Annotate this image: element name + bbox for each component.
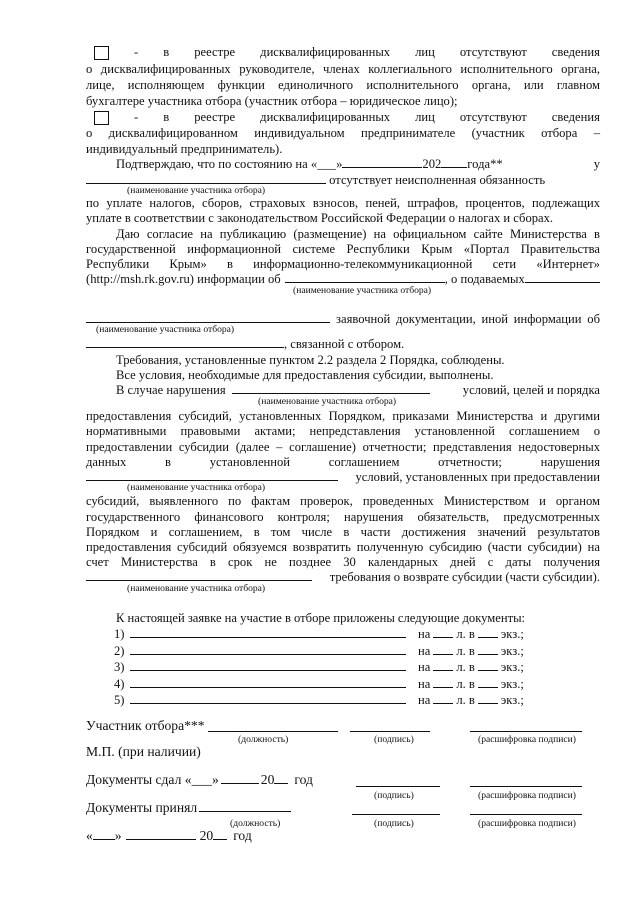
caption-participant-4: (наименование участника отбора): [258, 396, 397, 407]
attachment-row-3: [114, 660, 544, 675]
attachment-num: 3): [114, 660, 125, 674]
attachment-copies-field[interactable]: [478, 644, 498, 655]
caption-decode: (расшифровка подписи): [478, 790, 576, 801]
participant-name-field[interactable]: [86, 173, 326, 184]
word: в: [226, 257, 233, 271]
word: лиц: [415, 45, 435, 59]
attachment-copies: экз.;: [500, 693, 524, 707]
attachment-sheets-field[interactable]: [433, 627, 453, 638]
consent-line-6: [86, 337, 600, 352]
confirm-line-1: [116, 157, 600, 172]
submitted-year-word: год: [294, 772, 313, 787]
accepted-line: [86, 800, 291, 815]
word: Крым»: [169, 257, 207, 271]
attachment-on: на: [418, 627, 431, 641]
consent-line-1: Даю согласие на публикацию (размещение) на официальном сайте Министерства в: [116, 227, 600, 241]
confirm-date-label: Подтверждаю, что по состоянию на «___»: [116, 157, 343, 171]
caption-participant-3: (наименование участника отбора): [96, 324, 235, 335]
attachment-copies: экз.;: [500, 627, 524, 641]
disq-ip-checkbox[interactable]: [94, 111, 109, 125]
caption-sign: (подпись): [374, 734, 414, 745]
accepted-year-word: год: [233, 828, 252, 843]
caption-sign: (подпись): [374, 818, 414, 829]
confirm-year-prefix: 202: [422, 157, 442, 171]
accepted-year-field[interactable]: [213, 829, 227, 840]
disq-entity-line-2: о дисквалифицированных руководителе, членах коллегиального исполнительного органа,: [86, 62, 600, 76]
word: отчетности;: [438, 455, 502, 469]
violation-participant-field[interactable]: [232, 383, 430, 394]
participant-decode-line[interactable]: [470, 731, 582, 732]
consent-related-field[interactable]: [86, 337, 284, 348]
consent-participant-field-2[interactable]: [86, 312, 330, 323]
confirm-at: у: [593, 157, 600, 171]
attachment-name-field[interactable]: [130, 693, 406, 704]
word: отсутствуют: [459, 110, 527, 124]
attachment-copies-field[interactable]: [478, 677, 498, 688]
attachment-row-1: [114, 627, 544, 642]
word: информационно-телекоммуникационной: [253, 257, 473, 271]
attachment-row-2: [114, 644, 544, 659]
accepted-date-line: [86, 828, 252, 843]
attachment-copies: экз.;: [500, 660, 524, 674]
conditions-line: Все условия, необходимые для предоставления субсидии, выполнены.: [116, 368, 494, 382]
attachment-copies: экз.;: [500, 644, 524, 658]
word: «Интернет»: [536, 257, 600, 271]
attachment-row-5: [114, 693, 544, 708]
disq-ip-line-3: индивидуальный предприниматель).: [86, 142, 283, 156]
violation-provision-label: условий, установленных при предоставлении: [355, 470, 600, 484]
consent-participant-field[interactable]: [285, 272, 445, 283]
violation-line-10: предоставления субсидий обязуемся возвратить полученную субсидию (части субсидии) на: [86, 540, 600, 554]
violation-label: В случае нарушения: [116, 383, 226, 397]
attachment-sheets-field[interactable]: [433, 677, 453, 688]
attachment-num: 2): [114, 644, 125, 658]
accepted-day-field[interactable]: [93, 829, 115, 840]
consent-docs-label: заявочной документации, иной информации об: [336, 312, 600, 326]
attachment-row-4: [114, 677, 544, 692]
accepted-sign-line[interactable]: [352, 814, 440, 815]
violation-line-5: [86, 455, 600, 470]
word: сведения: [551, 110, 600, 124]
word: отсутствуют: [459, 45, 527, 59]
submitted-sign-line[interactable]: [356, 786, 440, 787]
word: нарушения: [540, 455, 600, 469]
confirm-line-3: по уплате налогов, сборов, страховых взносов, пеней, штрафов, процентов, подлежащих: [86, 196, 600, 210]
requirements-line: Требования, установленные пунктом 2.2 раздела 2 Порядка, соблюдены.: [116, 353, 505, 367]
word: дисквалифицированных: [260, 45, 391, 59]
attachment-sheets: л. в: [456, 677, 475, 691]
caption-participant-1: (наименование участника отбора): [127, 185, 266, 196]
violation-conditions-label: условий, целей и порядка: [462, 383, 600, 397]
attachment-sheets-field[interactable]: [433, 644, 453, 655]
accepted-position-field[interactable]: [199, 801, 291, 812]
consent-submitted-label: , о подаваемых: [444, 272, 525, 286]
attachment-num: 4): [114, 677, 125, 691]
accepted-month-field[interactable]: [126, 829, 196, 840]
violation-return-label: требования о возврате субсидии (части субсидии).: [329, 570, 600, 584]
attachment-on: на: [418, 693, 431, 707]
attachment-sheets: л. в: [456, 660, 475, 674]
attachment-sheets-field[interactable]: [433, 660, 453, 671]
attachment-sheets: л. в: [456, 627, 475, 641]
attachment-name-field[interactable]: [130, 644, 406, 655]
attachment-copies: экз.;: [500, 677, 524, 691]
submitted-decode-line[interactable]: [470, 786, 582, 787]
disq-entity-line-3: лице, исполняющем функции единоличного исполнительного органа, или главном: [86, 78, 600, 92]
participant-sign-line[interactable]: [350, 731, 430, 732]
word: соглашением: [328, 455, 400, 469]
word: в: [163, 110, 170, 124]
attachment-on: на: [418, 660, 431, 674]
submitted-month-field[interactable]: [221, 773, 259, 784]
violation-line-4: предоставлении субсидии (далее – соглашение) отчетности; представления недостоверных: [86, 440, 600, 454]
accepted-label: Документы принял: [86, 800, 198, 815]
attachment-on: на: [418, 644, 431, 658]
attachment-name-field[interactable]: [130, 660, 406, 671]
word: в: [165, 455, 171, 469]
violation-line-9: Порядком и соглашением, в том числе в части достижения значений результатов: [86, 525, 600, 539]
consent-line-2: государственной информационной системе Республики Крым «Портал Правительства: [86, 242, 600, 256]
attachment-sheets: л. в: [456, 644, 475, 658]
word: данных: [86, 455, 127, 469]
word: дисквалифицированных: [260, 110, 391, 124]
confirm-obligation: отсутствует неисполненная обязанность: [329, 173, 546, 187]
confirm-year-field[interactable]: [441, 157, 467, 168]
word: -: [134, 45, 139, 59]
consent-related-label: , связанной с отбором.: [284, 337, 405, 351]
word: лиц: [415, 110, 435, 124]
submitted-line: [86, 772, 313, 787]
disq-ip-line-1: [86, 110, 600, 125]
consent-submitted-field[interactable]: [525, 272, 600, 283]
attachment-copies-field[interactable]: [478, 627, 498, 638]
word: Республики: [86, 257, 150, 271]
violation-line-3: нормативными правовыми актами; непредставления установленной соглашением о: [86, 424, 600, 438]
caption-position: (должность): [230, 818, 281, 829]
caption-participant-5: (наименование участника отбора): [127, 482, 266, 493]
stamp-label: М.П. (при наличии): [86, 744, 201, 759]
caption-decode: (расшифровка подписи): [478, 818, 576, 829]
disq-ip-line-2: о дисквалифицированном индивидуальном предпринимателе (участник отбора –: [86, 126, 600, 140]
attachment-name-field[interactable]: [130, 677, 406, 688]
attachment-num: 1): [114, 627, 125, 641]
violation-participant-field-2[interactable]: [86, 470, 338, 481]
word: сведения: [551, 45, 600, 59]
consent-info-label: (http://msh.rk.gov.ru) информации об: [86, 272, 281, 286]
word: в: [163, 45, 170, 59]
confirm-year-word: года**: [467, 157, 503, 171]
attachment-sheets: л. в: [456, 693, 475, 707]
attachment-copies-field[interactable]: [478, 693, 498, 704]
word: реестре: [194, 110, 236, 124]
participant-position-line[interactable]: [208, 731, 338, 732]
date-open: «: [86, 828, 93, 843]
confirm-line-4: уплате в соответствии с законодательством Российской Федерации о налогах и сборах.: [86, 211, 554, 225]
submitted-year-field[interactable]: [274, 773, 288, 784]
disq-entity-line-4: бухгалтере участника отбора (участник отбора – юридическое лицо);: [86, 94, 458, 108]
violation-line-11: счет Министерства в срок не позднее 30 календарных дней с даты получения: [86, 555, 600, 569]
violation-line-7: субсидий, выявленного по фактам проверок, проведенных Министерством и органом: [86, 494, 600, 508]
word: -: [134, 110, 139, 124]
violation-participant-field-3[interactable]: [86, 570, 312, 581]
word: сети: [492, 257, 517, 271]
confirm-month-field[interactable]: [342, 157, 422, 168]
submitted-year-prefix: 20: [260, 772, 275, 787]
caption-decode: (расшифровка подписи): [478, 734, 576, 745]
caption-sign: (подпись): [374, 790, 414, 801]
caption-position: (должность): [238, 734, 289, 745]
attachments-intro: К настоящей заявке на участие в отборе приложены следующие документы:: [116, 611, 526, 625]
attachment-num: 5): [114, 693, 125, 707]
attachment-name-field[interactable]: [130, 627, 406, 638]
disq-entity-checkbox[interactable]: [94, 46, 109, 60]
participant-label: Участник отбора***: [86, 718, 205, 733]
attachment-sheets-field[interactable]: [433, 693, 453, 704]
word: реестре: [194, 45, 236, 59]
caption-participant-6: (наименование участника отбора): [127, 583, 266, 594]
consent-line-3: [86, 257, 600, 272]
accepted-year-prefix: 20: [199, 828, 214, 843]
word: установленной: [209, 455, 291, 469]
submitted-label: Документы сдал «___»: [86, 772, 219, 787]
date-close: »: [114, 828, 122, 843]
attachment-on: на: [418, 677, 431, 691]
accepted-decode-line[interactable]: [470, 814, 582, 815]
caption-participant-2: (наименование участника отбора): [293, 285, 432, 296]
attachment-copies-field[interactable]: [478, 660, 498, 671]
violation-line-8: государственного финансового контроля; нарушения обязательств, предусмотренных: [86, 510, 600, 524]
disq-entity-line-1: [86, 45, 600, 60]
violation-line-2: предоставления субсидий, установленных Порядком, приказами Министерства и другими: [86, 409, 600, 423]
